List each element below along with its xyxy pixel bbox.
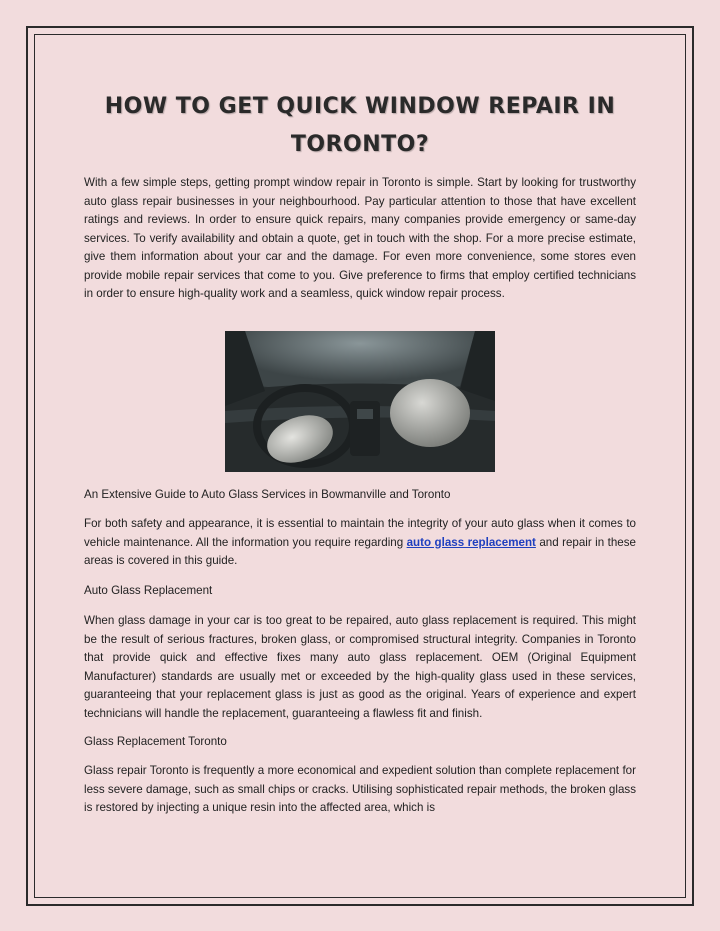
guide-text-end: and repair in these areas is covered in this guide. — [84, 535, 636, 567]
document-title: HOW TO GET QUICK WINDOW REPAIR IN TORONTO? — [104, 94, 616, 157]
intro-paragraph: With a few simple steps, getting prompt window repair in Toronto is simple. Start by looking for trustworthy auto glass repair businesses in your neighbourhood. Pay particular attention to those that have excellent ratings and reviews. In order to ensure quick repairs, many companies provide emergency or same-day services. To verify availability and obtain a quote, get in touch with the shop. For a more precise estimate, give them information about your car and the damage. For even more convenience, some stores even provide mobile repair services that come to you. Give preference to firms that employ certified technicians in order to ensure high-quality work and a seamless, quick window repair process. — [84, 176, 636, 300]
section-heading-auto-glass-replacement: Auto Glass Replacement — [84, 584, 213, 597]
section-heading-guide: An Extensive Guide to Auto Glass Services in Bowmanville and Toronto — [84, 488, 451, 501]
airbag-photo — [225, 331, 495, 472]
section-heading-glass-replacement-toronto: Glass Replacement Toronto — [84, 735, 227, 748]
guide-paragraph — [84, 515, 636, 571]
guide-text-start: For both safety and appearance, it is essential to maintain the integrity of your auto glass when it comes to vehicle maintenance. All the information you require regarding — [84, 517, 636, 549]
glass-replacement-toronto-paragraph: Glass repair Toronto is frequently a more economical and expedient solution than complete replacement for less severe damage, such as small chips or cracks. Utilising sophisticated repair methods, the broken glass is restored by injecting a unique resin into the affected area, which is — [84, 764, 636, 814]
auto-glass-replacement-paragraph: When glass damage in your car is too great to be repaired, auto glass replacement is required. This might be the result of serious fractures, broken glass, or compromised structural integrity. Companies in Toronto that provide quick and effective fixes many auto glass replacement. OEM (Original Equipment Manufacturer) standards are usually met or exceeded by the high-quality glass used in these services, guaranteeing that your replacement glass is just as good as the original. Years of experience and expert technicians will handle the replacement, guaranteeing a flawless fit and finish. — [84, 614, 636, 720]
auto-glass-replacement-link[interactable]: auto glass replacement — [406, 535, 536, 549]
